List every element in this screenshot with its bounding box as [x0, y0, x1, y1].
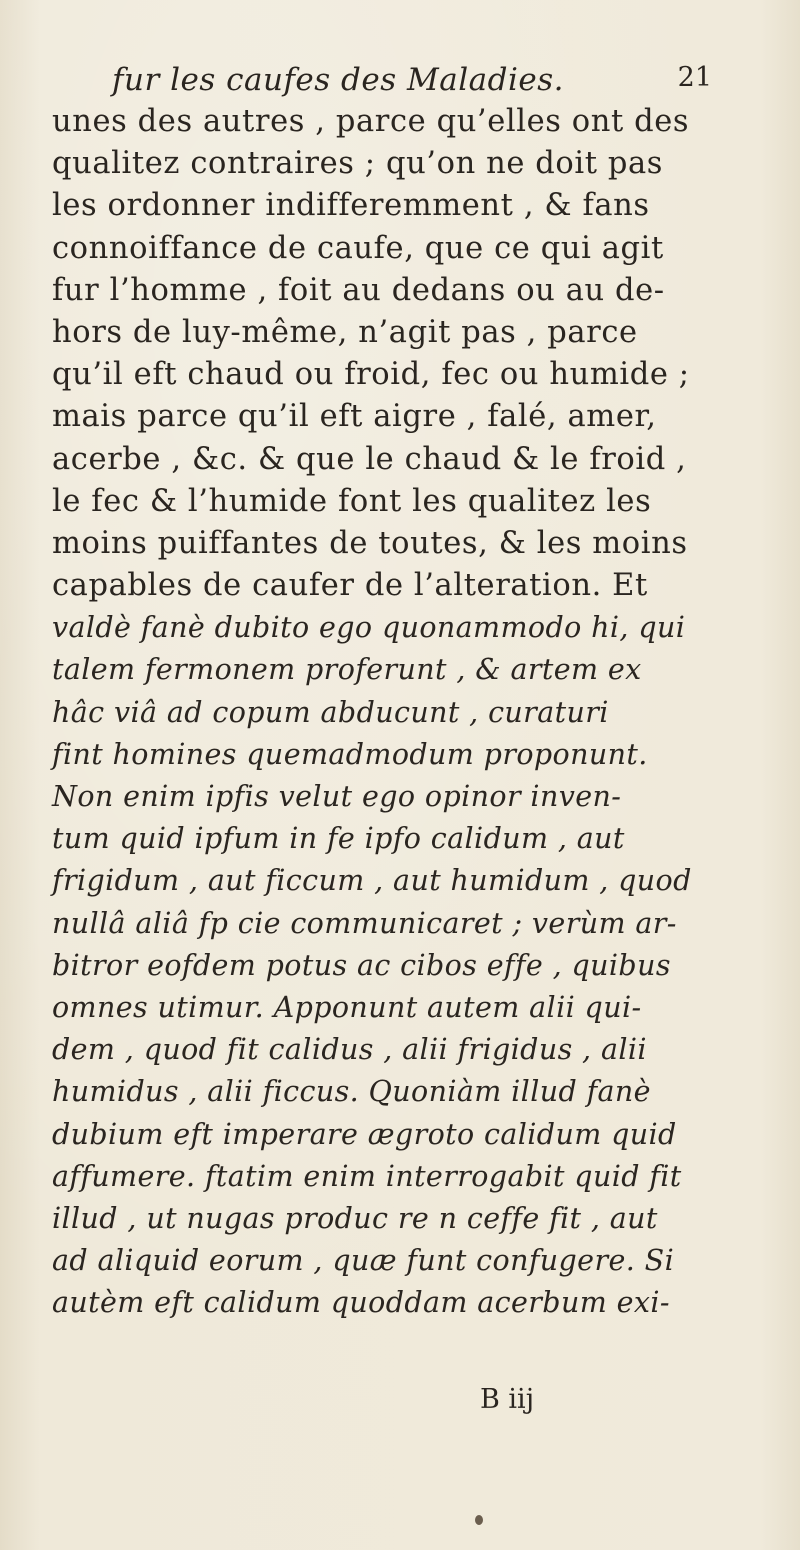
- text-line: illud , ut nugas produc re n ceffe fit , aut: [52, 1201, 658, 1235]
- text-line: omnes utimur. Apponunt autem alii qui-: [52, 990, 642, 1024]
- text-line: tum quid ipfum in fe ipfo calidum , aut: [52, 822, 625, 856]
- text-line: affumere. ftatim enim interrogabit quid fit: [52, 1159, 682, 1193]
- text-line: mais parce qu’il eft aigre , falé, amer,: [52, 399, 657, 435]
- text-line: valdè fanè dubito ego quonammodo hi, qui: [52, 611, 686, 645]
- text-line: fur l’homme , foit au dedans ou au de-: [52, 272, 665, 308]
- text-line: qualitez contraires ; qu’on ne doit pas: [52, 146, 664, 182]
- signature-mark: B iij: [480, 1384, 535, 1415]
- text-line: moins puiffantes de toutes, & les moins: [52, 525, 688, 561]
- running-head: fur les caufes des Maladies.: [112, 62, 564, 98]
- text-line: bitror eofdem potus ac cibos effe , quibus: [52, 948, 671, 982]
- body-text: [52, 101, 762, 1324]
- text-line: ad aliquid eorum , quæ funt confugere. Si: [52, 1244, 675, 1278]
- text-line: hors de luy-même, n’agit pas , parce: [52, 314, 638, 350]
- text-line: humidus , alii ficcus. Quoniàm illud fanè: [52, 1075, 651, 1109]
- text-line: Non enim ipfis velut ego opinor inven-: [52, 780, 622, 813]
- text-line: dubium eft imperare ægroto calidum quid: [52, 1117, 677, 1151]
- text-line: qu’il eft chaud ou froid, fec ou humide ;: [52, 357, 690, 393]
- text-line: hâc viâ ad copum abducunt , curaturi: [52, 695, 609, 729]
- text-line: connoiffance de caufe, que ce qui agit: [52, 230, 664, 266]
- page-number: 21: [677, 62, 712, 93]
- text-line: unes des autres , parce qu’elles ont des: [52, 104, 690, 139]
- page-header: [112, 62, 712, 102]
- text-line: frigidum , aut ficcum , aut humidum , quod: [52, 864, 692, 898]
- text-line: les ordonner indifferemment , & fans: [52, 188, 650, 224]
- text-line: dem , quod fit calidus , alii frigidus , alii: [52, 1033, 647, 1067]
- text-line: autèm eft calidum quoddam acerbum exi-: [52, 1286, 670, 1320]
- text-line: fint homines quemadmodum proponunt.: [52, 737, 648, 771]
- text-line: capables de caufer de l’alteration. Et: [52, 568, 648, 604]
- text-line: acerbe , &c. & que le chaud & le froid ,: [52, 441, 687, 477]
- text-line: talem fermonem proferunt , & artem ex: [52, 653, 642, 687]
- ink-spot: [475, 1515, 483, 1525]
- text-line: nullâ aliâ fp cie communicaret ; verùm ar-: [52, 906, 677, 940]
- text-line: le fec & l’humide font les qualitez les: [52, 483, 652, 519]
